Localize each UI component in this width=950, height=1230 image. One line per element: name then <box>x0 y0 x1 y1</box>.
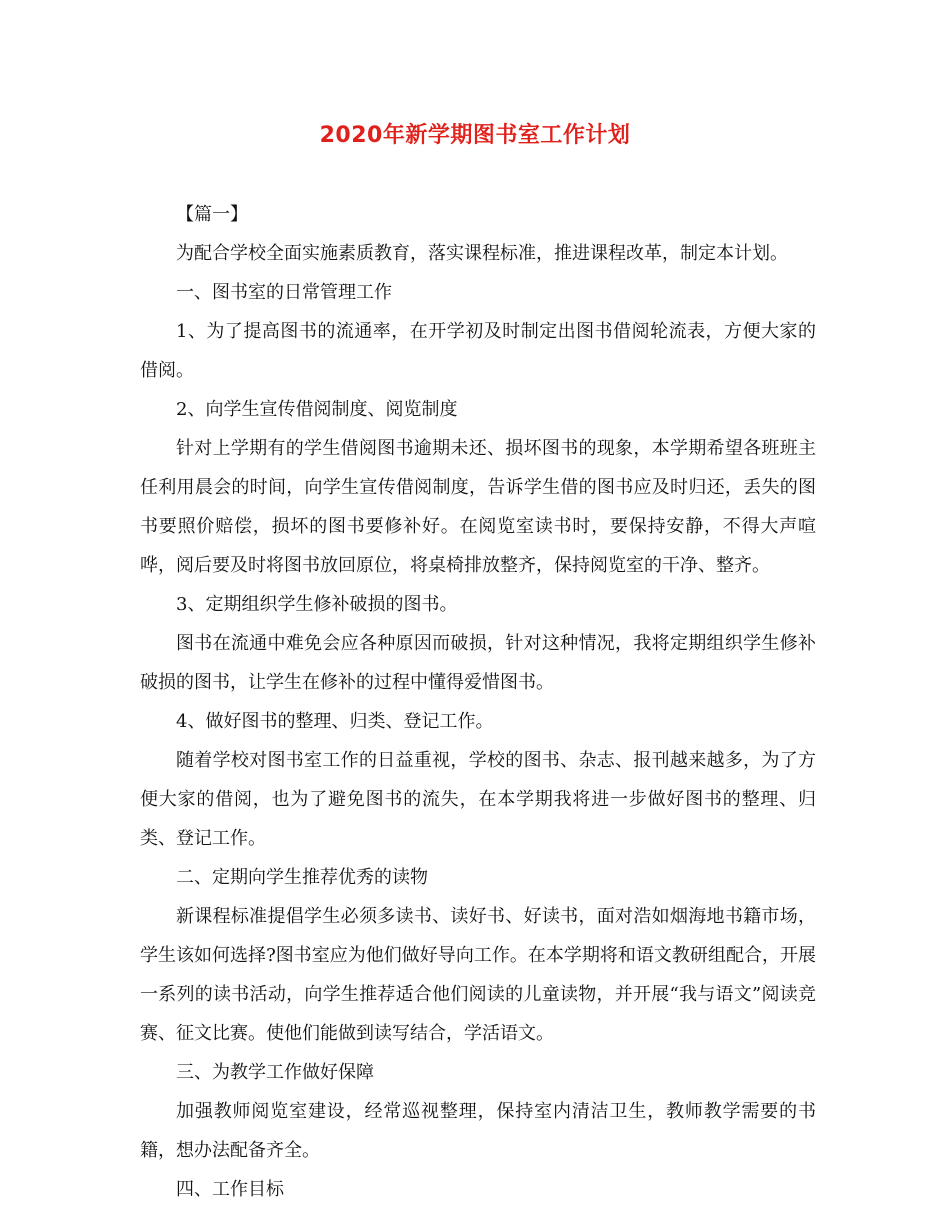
item-3-heading: 3、定期组织学生修补破损的图书。 <box>176 594 458 615</box>
recommend-reading-paragraph: 新课程标准提倡学生必须多读书、读好书、好读书，面对浩如烟海地书籍市场，学生该如何选择?图书室应为他们做好导向工作。在本学期将和语文教研组配合，开展一系列的读书活动，向学生推荐适合他们阅读的儿童读物，并开展“我与语文”阅读竞赛、征文比赛。使他们能做到读写结合，学活语文。 <box>140 906 816 1044</box>
intro-paragraph: 为配合学校全面实施素质教育，落实课程标准，推进课程改革，制定本计划。 <box>176 243 788 264</box>
item-2-paragraph: 针对上学期有的学生借阅图书逾期未还、损坏图书的现象，本学期希望各班班主任利用晨会的时间，向学生宣传借阅制度，告诉学生借的图书应及时归还，丢失的图书要照价赔偿，损坏的图书要修补好。在阅览室读书时，要保持安静，不得大声喧哗，阅后要及时将图书放回原位，将桌椅排放整齐，保持阅览室的干净、整齐。 <box>140 438 816 576</box>
section-heading-pian-yi: 【篇一】 <box>176 204 248 225</box>
item-3-paragraph: 图书在流通中难免会应各种原因而破损，针对这种情况，我将定期组织学生修补破损的图书，让学生在修补的过程中懂得爱惜图书。 <box>140 633 816 693</box>
heading-recommend-reading: 二、定期向学生推荐优秀的读物 <box>176 867 428 888</box>
teaching-support-paragraph: 加强教师阅览室建设，经常巡视整理，保持室内清洁卫生，教师教学需要的书籍，想办法配备齐全。 <box>140 1101 816 1161</box>
heading-daily-management: 一、图书室的日常管理工作 <box>176 282 392 303</box>
item-4-heading: 4、做好图书的整理、归类、登记工作。 <box>176 711 494 732</box>
document-body <box>140 195 816 1209</box>
item-2-heading: 2、向学生宣传借阅制度、阅览制度 <box>176 399 458 420</box>
heading-work-goals: 四、工作目标 <box>176 1179 284 1200</box>
item-1-paragraph: 1、为了提高图书的流通率，在开学初及时制定出图书借阅轮流表，方便大家的借阅。 <box>140 321 816 381</box>
item-4-paragraph: 随着学校对图书室工作的日益重视，学校的图书、杂志、报刊越来越多，为了方便大家的借阅，也为了避免图书的流失，在本学期我将进一步做好图书的整理、归类、登记工作。 <box>140 750 816 849</box>
document-title: 2020年新学期图书室工作计划 <box>319 123 631 148</box>
heading-teaching-support: 三、为教学工作做好保障 <box>176 1062 374 1083</box>
